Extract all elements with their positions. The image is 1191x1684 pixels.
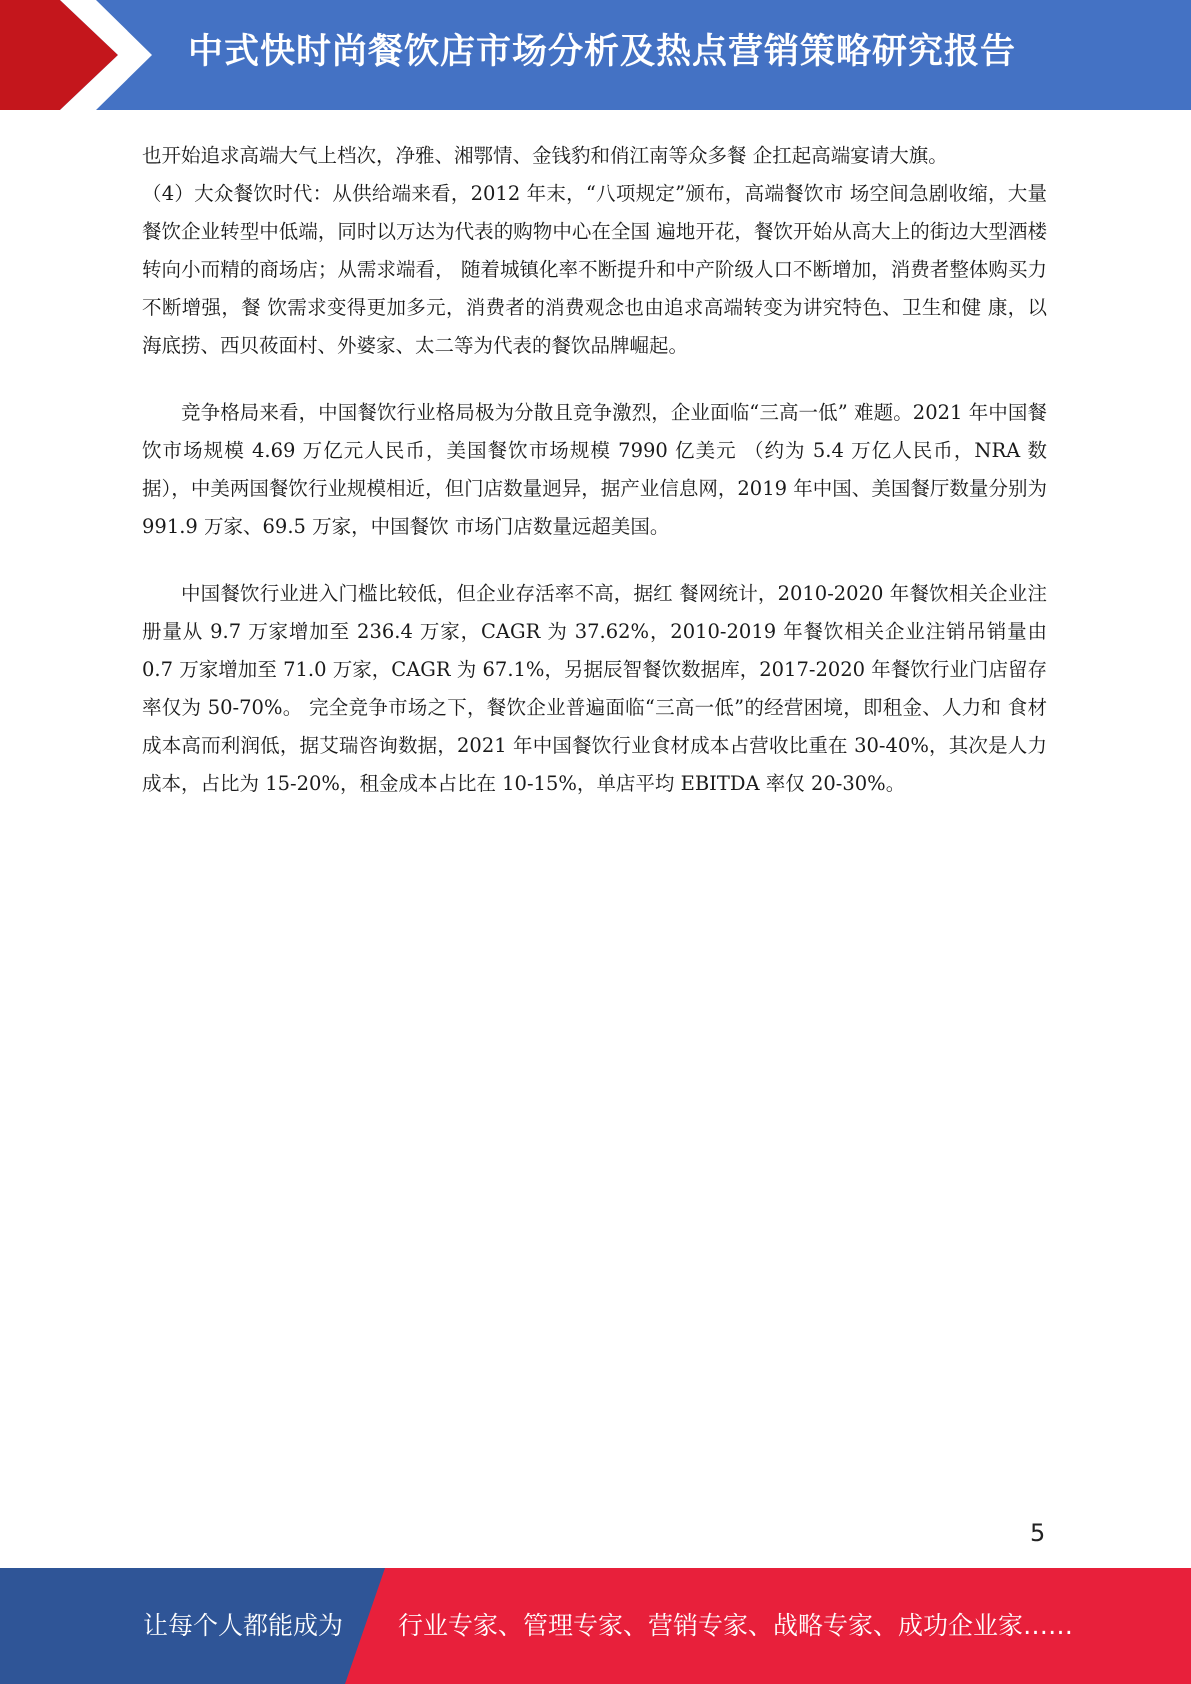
- document-title: 中式快时尚餐饮店市场分析及热点营销策略研究报告: [188, 32, 1017, 72]
- body-paragraph-4: 中国餐饮行业进入门槛比较低，但企业存活率不高，据红 餐网统计，2010-2020 年餐饮相关企业注册量从 9.7 万家增加至 236.4 万家，CAGR 为 37.62%，2010-2019 年餐饮相关企业注销吊销量由 0.7 万家增加至 71.0 万家，CAGR 为 67.1%，另据辰智餐饮数据库，2017-2020 年餐饮行业门店留存率仅为 50-70%。 完全竞争市场之下，餐饮企业普遍面临“三高一低”的经营困境，即租金、人力和 食材成本高而利润低，据艾瑞咨询数据，2021 年中国餐饮行业食材成本占营收比重在 30-40%，其次是人力成本，占比为 15-20%，租金成本占比在 10-15%，单店平均 EBITDA 率仅 20-30%。: [142, 582, 1047, 795]
- page-header: [0, 0, 1191, 110]
- body-paragraph-1: 也开始追求高端大气上档次，净雅、湘鄂情、金钱豹和俏江南等众多餐 企扛起高端宴请大旗。: [142, 144, 948, 167]
- body-paragraph-3: 竞争格局来看，中国餐饮行业格局极为分散且竞争激烈，企业面临“三高一低” 难题。2021 年中国餐饮市场规模 4.69 万亿元人民币，美国餐饮市场规模 7990 亿美元 （约为 5.4 万亿人民币，NRA 数据），中美两国餐饮行业规模相近，但门店数量迥异，据产业信息网，2019 年中国、美国餐厅数量分别为 991.9 万家、69.5 万家，中国餐饮 市场门店数量远超美国。: [142, 401, 1047, 538]
- page-footer: [0, 1568, 1191, 1684]
- body-paragraph-2: （4）大众餐饮时代：从供给端来看，2012 年末，“八项规定”颁布，高端餐饮市 场空间急剧收缩，大量餐饮企业转型中低端，同时以万达为代表的购物中心在全国 遍地开花，餐饮开始从高大上的街边大型酒楼转向小而精的商场店；从需求端看， 随着城镇化率不断提升和中产阶级人口不断增加，消费者整体购买力不断增强，餐 饮需求变得更加多元，消费者的消费观念也由追求高端转变为讲究特色、卫生和健 康，以海底捞、西贝莜面村、外婆家、太二等为代表的餐饮品牌崛起。: [142, 182, 1047, 357]
- page-number: 5: [1030, 1519, 1046, 1547]
- footer-slogan-left: 让每个人都能成为: [143, 1611, 344, 1640]
- footer-slogan-right: 行业专家、管理专家、营销专家、战略专家、成功企业家……: [398, 1611, 1074, 1640]
- document-body: [142, 137, 1047, 803]
